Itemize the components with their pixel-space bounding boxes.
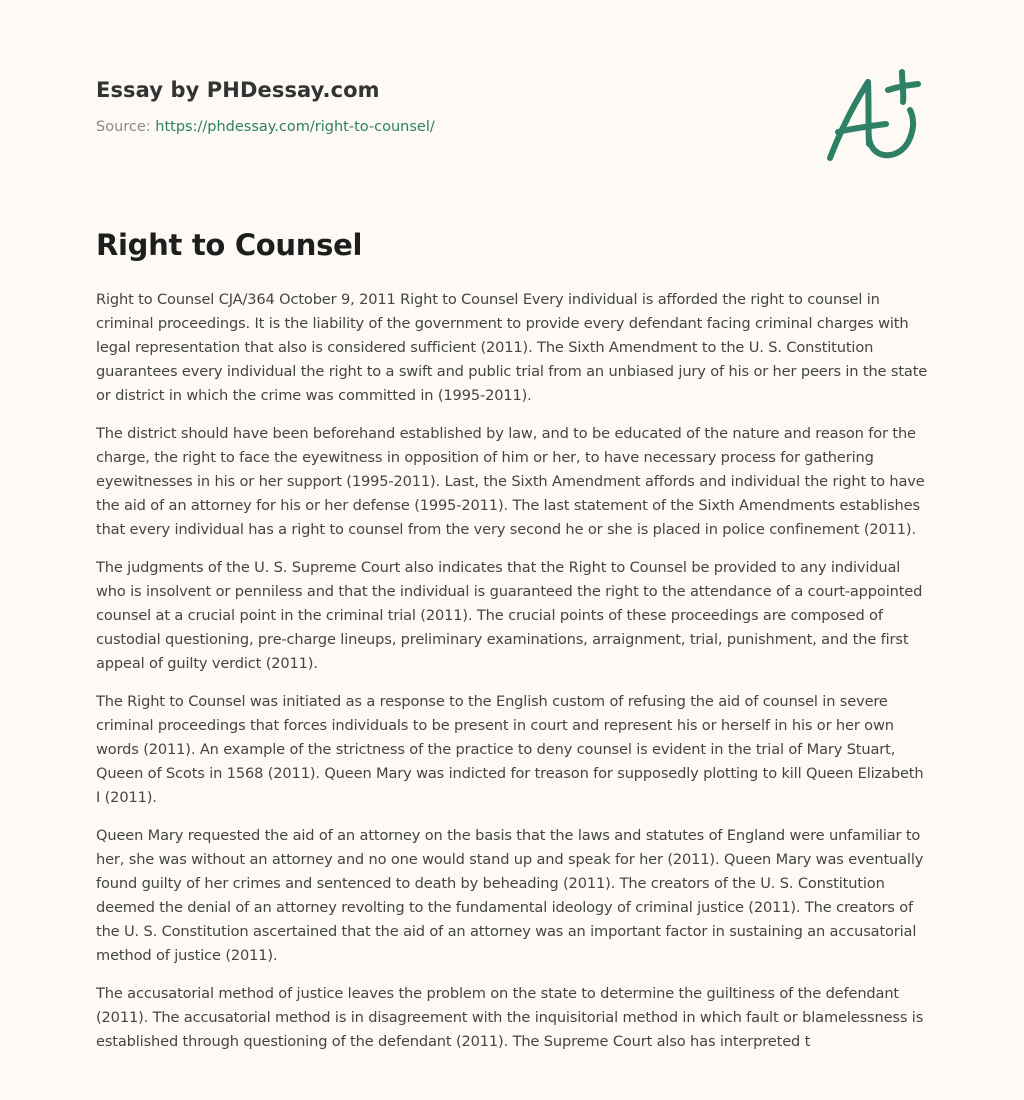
source-label: Source: (96, 119, 156, 135)
essay-paragraph: The judgments of the U. S. Supreme Court also indicates that the Right to Counsel be provided to any individual who is insolvent or penniless and that the individual is guaranteed the right to the attendance of a court-appointed counsel at a crucial point in the criminal trial (2011). The crucial points of these proceedings are composed of custodial questioning, pre-charge lineups, preliminary examinations, arraignment, trial, punishment, and the first appeal of guilty verdict (2011). (96, 559, 923, 672)
essay-paragraph: The accusatorial method of justice leaves the problem on the state to determine the guiltiness of the defendant (2011). The accusatorial method is in disagreement with the inquisitorial method in which fault or blamelessness is established through questioning of the defendant (2011). The Supreme Court also has interpreted t (96, 985, 924, 1050)
source-line (96, 116, 928, 138)
essay-paragraph: The district should have been beforehand established by law, and to be educated of the nature and reason for the charge, the right to face the eyewitness in opposition of him or her, to have necessary process for gathering eyewitnesses in his or her support (1995-2011). Last, the Sixth Amendment affords and individual the right to have the aid of an attorney for his or her defense (1995-2011). The last statement of the Sixth Amendments establishes that every individual has a right to counsel from the very second he or she is placed in police confinement (2011). (96, 425, 925, 538)
source-link[interactable]: https://phdessay.com/right-to-counsel/ (155, 119, 435, 135)
essay-paragraph: Right to Counsel CJA/364 October 9, 2011 Right to Counsel Every individual is afforded the right to counsel in criminal proceedings. It is the liability of the government to provide every defendant facing criminal charges with legal representation that also is considered sufficient (2011). The Sixth Amendment to the U. S. Constitution guarantees every individual the right to a swift and public trial from an unbiased jury of his or her peers in the state or district in which the crime was committed in (1995-2011). (96, 291, 928, 404)
essay-article (96, 224, 932, 1068)
a-plus-grade-icon (822, 66, 932, 166)
essay-paragraph: Queen Mary requested the aid of an attorney on the basis that the laws and statutes of England were unfamiliar to her, she was without an attorney and no one would stand up and speak for her (2011). Queen Mary was eventually found guilty of her crimes and sentenced to death by beheading (2011). The creators of the U. S. Constitution deemed the denial of an attorney revolting to the fundamental ideology of criminal justice (2011). The creators of the U. S. Constitution ascertained that the aid of an attorney was an important factor in sustaining an accusatorial method of justice (2011). (96, 827, 924, 964)
brand-title: Essay by PHDessay.com (96, 78, 380, 102)
essay-paragraph: The Right to Counsel was initiated as a response to the English custom of refusing the aid of counsel in severe criminal proceedings that forces individuals to be present in court and represent his or herself in his or her own words (2011). An example of the strictness of the practice to deny counsel is evident in the trial of Mary Stuart, Queen of Scots in 1568 (2011). Queen Mary was indicted for treason for supposedly plotting to kill Queen Elizabeth I (2011). (96, 693, 924, 806)
page-header (96, 74, 928, 138)
essay-title: Right to Counsel (96, 228, 363, 262)
